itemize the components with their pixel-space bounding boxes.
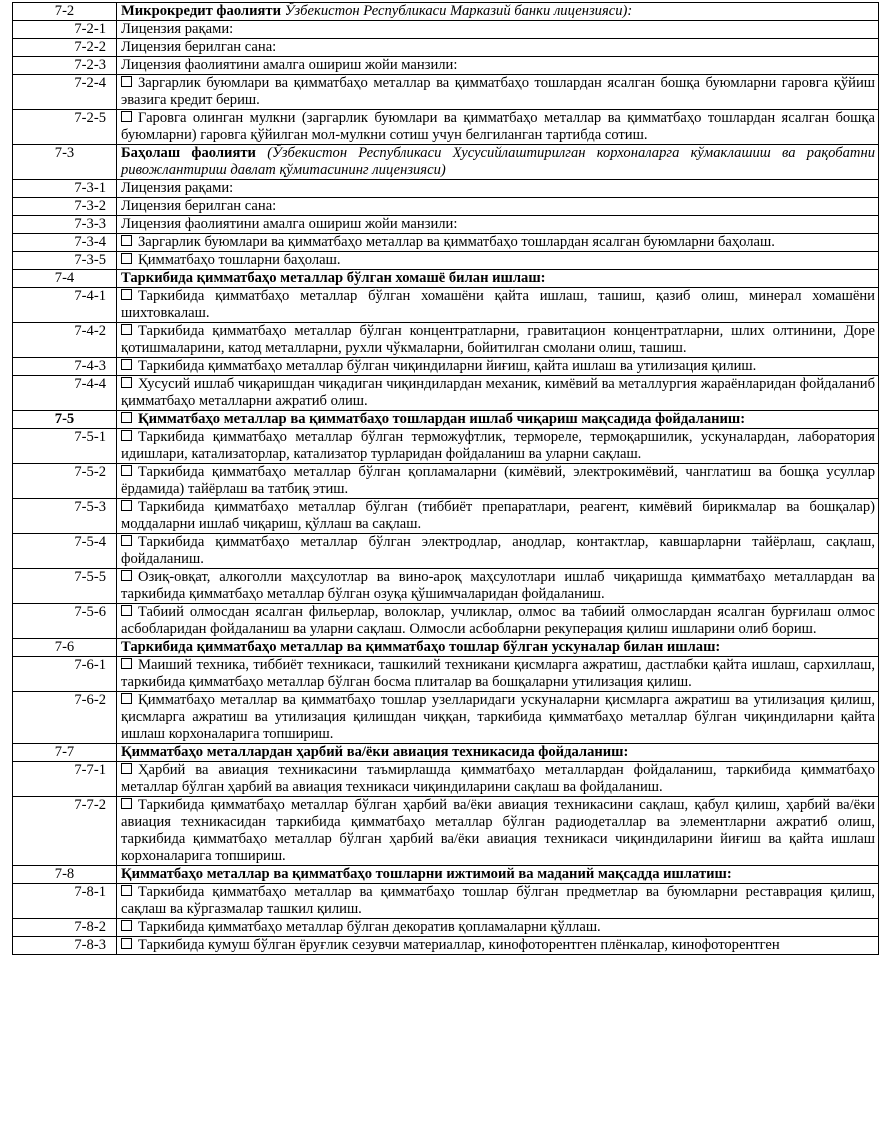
checkbox[interactable]: [121, 938, 132, 949]
item-cell: [117, 198, 879, 216]
item-text: Қимматбаҳо тошларни баҳолаш.: [138, 252, 341, 268]
row-code: 7-4-1: [13, 288, 117, 323]
item-text: Ҳарбий ва авиация техникасини таъмирлашда қимматбаҳо металлардан фойдаланиш, таркибида қимматбаҳо металлар бўлган ҳарбий ва авиация техникаси чиқиндиларини сақлаш ва фойдаланиш.: [121, 762, 875, 795]
item-text: Қимматбаҳо металлар ва қимматбаҳо тошлар узелларидаги ускуналарни қисмларга ажратиш ва утилизация қилиш, қисмларга ажратиш ва утилизация қилишдан чиққан, таркибида қимматбаҳо металлар бўлган чиқиндиларни қайта ишлаш корхоналарига топшириш.: [121, 692, 875, 742]
row-code: 7-3-1: [13, 180, 117, 198]
item-cell: [117, 21, 879, 39]
row-code: 7-3-3: [13, 216, 117, 234]
table-row: [13, 604, 879, 639]
table-row: [13, 569, 879, 604]
row-code: 7-2-4: [13, 75, 117, 110]
table-row: [13, 270, 879, 288]
table-row: [13, 762, 879, 797]
table-row: [13, 234, 879, 252]
row-code: 7-6-1: [13, 657, 117, 692]
item-text: Таркибида қимматбаҳо металлар бўлган қопламаларни (кимёвий, электрокимёвий, чанглатиш ва бошқа усуллар ёрдамида) тайёрлаш ва татбиқ этиш.: [121, 464, 875, 497]
item-text: Таркибида қимматбаҳо металлар бўлган (тиббиёт препаратлари, реагент, кимёвий бирикмалар ва бошқалар) моддаларни ишлаб чиқариш, қўллаш ва сақлаш.: [121, 499, 875, 532]
checkbox[interactable]: [121, 289, 132, 300]
item-text: Таркибида қимматбаҳо металлар бўлган чиқиндиларни йиғиш, қайта ишлаш ва утилизация қилиш.: [138, 358, 757, 374]
table-row: [13, 464, 879, 499]
row-code: 7-7-1: [13, 762, 117, 797]
section-heading-cell: [117, 145, 879, 180]
item-text: Таркибида қимматбаҳо металлар бўлган концентратларни, гравитацион концентратларни, шлих олтинини, Доре қотишмаларини, катод металларни, рухли чўкмаларни, бойитилган смолани олиш, ташиш.: [121, 323, 875, 356]
section-note: (Ўзбекистон Республикаси Хусусийлаштирилган корхоналарга кўмаклашиш ва рақобатни ривожлантириш давлат қўмитасининг лицензияси): [121, 145, 876, 178]
item-cell: [117, 57, 879, 75]
row-code: 7-5: [13, 411, 117, 429]
section-heading-cell: [117, 866, 879, 884]
item-text: Таркибида қимматбаҳо металлар бўлган терможуфтлик, термореле, термоқаршилик, ускуналардан, лаборатория идишлари, катализаторлар, катализатор турларидан фойдаланиш ва уларни сақлаш.: [121, 429, 875, 462]
section-heading-cell: [117, 411, 879, 429]
item-text: Таркибида кумуш бўлган ёруғлик сезувчи материаллар, кинофоторентген плёнкалар, кинофоторентген: [138, 937, 780, 953]
item-cell: [117, 762, 879, 797]
section-heading-cell: [117, 744, 879, 762]
row-code: 7-5-4: [13, 534, 117, 569]
item-text: Лицензия рақами:: [121, 21, 234, 37]
row-code: 7-8-1: [13, 884, 117, 919]
section-heading-cell: [117, 270, 879, 288]
item-cell: [117, 376, 879, 411]
item-text: Таркибида қимматбаҳо металлар ва қимматбаҳо тошлар бўлган предметлар ва буюмларни реставрация қилиш, сақлаш ва кўргазмалар ташкил қилиш.: [121, 884, 875, 917]
item-cell: [117, 657, 879, 692]
table-row: [13, 692, 879, 744]
row-code: 7-2-3: [13, 57, 117, 75]
table-body: [13, 3, 879, 955]
section-heading-cell: [117, 639, 879, 657]
checkbox[interactable]: [121, 885, 132, 896]
item-cell: [117, 110, 879, 145]
row-code: 7-5-5: [13, 569, 117, 604]
table-row: [13, 39, 879, 57]
item-text: Таркибида қимматбаҳо металлар бўлган ҳарбий ва/ёки авиация техникасини сақлаш, қабул қилиш, ҳарбий ва/ёки авиация техникасидан таркибида қимматбаҳо металлар бўлган радиодеталлар ва элементларни ажратиб олиш, таркибида қимматбаҳо металлар бўлган ҳарбий ва/ёки авиация техникаси чиқиндиларини йиғиш ва қайта ишлаш корхоналарига топшириш.: [121, 797, 875, 864]
checkbox[interactable]: [121, 920, 132, 931]
table-row: [13, 639, 879, 657]
table-row: [13, 252, 879, 270]
item-cell: [117, 429, 879, 464]
checkbox[interactable]: [121, 798, 132, 809]
table-row: [13, 110, 879, 145]
row-code: 7-2: [13, 3, 117, 21]
item-cell: [117, 884, 879, 919]
item-cell: [117, 569, 879, 604]
table-row: [13, 429, 879, 464]
item-text: Лицензия фаолиятини амалга ошириш жойи манзили:: [121, 57, 458, 73]
item-text: Лицензия берилган сана:: [121, 198, 277, 214]
checkbox[interactable]: [121, 605, 132, 616]
row-code: 7-3-2: [13, 198, 117, 216]
item-text: Таркибида қимматбаҳо металлар бўлган декоратив қопламаларни қўллаш.: [138, 919, 601, 935]
item-text: Озиқ-овқат, алкоголли маҳсулотлар ва вино-ароқ маҳсулотлари ишлаб чиқаришда қимматбаҳо металлардан ва таркибида қимматбаҳо металлар бўлган озуқа қўшимчаларидан фойдаланиш.: [121, 569, 875, 602]
table-row: [13, 323, 879, 358]
checkbox[interactable]: [121, 76, 132, 87]
row-code: 7-7: [13, 744, 117, 762]
table-row: [13, 198, 879, 216]
checkbox[interactable]: [121, 412, 132, 423]
table-row: [13, 145, 879, 180]
item-cell: [117, 797, 879, 866]
checkbox[interactable]: [121, 235, 132, 246]
table-row: [13, 216, 879, 234]
row-code: 7-4-4: [13, 376, 117, 411]
table-row: [13, 288, 879, 323]
checkbox[interactable]: [121, 111, 132, 122]
section-title: Микрокредит фаолияти: [121, 3, 281, 19]
table-row: [13, 358, 879, 376]
row-code: 7-4: [13, 270, 117, 288]
item-text: Лицензия рақами:: [121, 180, 234, 196]
item-cell: [117, 919, 879, 937]
item-cell: [117, 464, 879, 499]
item-text: Маиший техника, тиббиёт техникаси, ташкилий техникани қисмларга ажратиш, дастлабки қайта ишлаш, сархиллаш, таркибида қимматбаҳо металлар бўлган босма плиталар ва бошқаларни утилизация қилиш.: [121, 657, 875, 690]
checkbox[interactable]: [121, 535, 132, 546]
section-note: Ўзбекистон Республикаси Марказий банки лицензияси):: [284, 3, 633, 19]
section-title: Қимматбаҳо металлар ва қимматбаҳо тошларни ижтимоий ва маданий мақсадда ишлатиш:: [121, 866, 732, 882]
checkbox[interactable]: [121, 658, 132, 669]
section-title: Таркибида қимматбаҳо металлар бўлган хомашё билан ишлаш:: [121, 270, 546, 286]
item-text: Таркибида қимматбаҳо металлар бўлган электродлар, анодлар, контактлар, кавшарларни тайёрлаш, сақлаш, фойдаланиш.: [121, 534, 875, 567]
item-cell: [117, 358, 879, 376]
checkbox[interactable]: [121, 253, 132, 264]
table-row: [13, 57, 879, 75]
table-row: [13, 499, 879, 534]
item-text: Табиий олмосдан ясалган фильерлар, волоклар, учликлар, олмос ва табиий олмослардан ясалган бурғилаш олмос асбобларидан фойдаланиш ва уларни сақлаш. Олмосли асбобларни рекуперация қилиш ишларини олиб бориш.: [121, 604, 875, 637]
table-row: [13, 937, 879, 955]
row-code: 7-5-2: [13, 464, 117, 499]
item-text: Заргарлик буюмлари ва қимматбаҳо металлар ва қимматбаҳо тошлардан ясалган буюмларни баҳолаш.: [138, 234, 775, 250]
table-row: [13, 534, 879, 569]
row-code: 7-5-1: [13, 429, 117, 464]
item-text: Лицензия фаолиятини амалга ошириш жойи манзили:: [121, 216, 458, 232]
item-cell: [117, 534, 879, 569]
checkbox[interactable]: [121, 693, 132, 704]
item-cell: [117, 216, 879, 234]
table-row: [13, 376, 879, 411]
item-cell: [117, 180, 879, 198]
item-text: Заргарлик буюмлари ва қимматбаҳо металлар ва қимматбаҳо тошлардан ясалган бошқа буюмларни гаровга қўйиш эвазига кредит бериш.: [121, 75, 875, 108]
row-code: 7-2-1: [13, 21, 117, 39]
item-cell: [117, 937, 879, 955]
table-row: [13, 744, 879, 762]
item-cell: [117, 288, 879, 323]
item-cell: [117, 604, 879, 639]
row-code: 7-5-3: [13, 499, 117, 534]
section-title: Қимматбаҳо металлардан ҳарбий ва/ёки авиация техникасида фойдаланиш:: [121, 744, 629, 760]
table-row: [13, 866, 879, 884]
item-cell: [117, 234, 879, 252]
item-text: Лицензия берилган сана:: [121, 39, 277, 55]
table-row: [13, 797, 879, 866]
section-title: Қимматбаҳо металлар ва қимматбаҳо тошлардан ишлаб чиқариш мақсадида фойдаланиш:: [138, 411, 746, 427]
checkbox[interactable]: [121, 359, 132, 370]
item-text: Таркибида қимматбаҳо металлар бўлган хомашёни қайта ишлаш, ташиш, қазиб олиш, минерал хомашёни шихтовкалаш.: [121, 288, 875, 321]
row-code: 7-3: [13, 145, 117, 180]
item-cell: [117, 252, 879, 270]
checkbox[interactable]: [121, 465, 132, 476]
item-text: Хусусий ишлаб чиқаришдан чиқадиган чиқиндилардан механик, кимёвий ва металлургия жараёнларидан фойдаланиб қимматбаҳо металларни ажратиб олиш.: [121, 376, 875, 409]
item-cell: [117, 39, 879, 57]
section-title: Таркибида қимматбаҳо металлар ва қимматбаҳо тошлар бўлган ускуналар билан ишлаш:: [121, 639, 721, 655]
section-heading-cell: [117, 3, 879, 21]
checkbox[interactable]: [121, 763, 132, 774]
row-code: 7-2-5: [13, 110, 117, 145]
item-text: Гаровга олинган мулкни (заргарлик буюмлари ва қимматбаҳо металлар ва қимматбаҳо тошлардан ясалган бошқа буюмларни) гаровга қўйилган мол-мулкни сотиш учун белгиланган тартибда сотиш.: [121, 110, 875, 143]
item-cell: [117, 75, 879, 110]
row-code: 7-8-2: [13, 919, 117, 937]
row-code: 7-4-2: [13, 323, 117, 358]
table-row: [13, 3, 879, 21]
item-cell: [117, 323, 879, 358]
row-code: 7-7-2: [13, 797, 117, 866]
license-activity-table-sheet: [12, 2, 878, 955]
checkbox[interactable]: [121, 430, 132, 441]
row-code: 7-8: [13, 866, 117, 884]
row-code: 7-6-2: [13, 692, 117, 744]
section-title: Баҳолаш фаолияти: [121, 145, 256, 161]
table-row: [13, 75, 879, 110]
row-code: 7-5-6: [13, 604, 117, 639]
item-cell: [117, 499, 879, 534]
row-code: 7-4-3: [13, 358, 117, 376]
checkbox[interactable]: [121, 377, 132, 388]
table-row: [13, 919, 879, 937]
license-activity-table: [12, 2, 879, 955]
checkbox[interactable]: [121, 324, 132, 335]
item-cell: [117, 692, 879, 744]
row-code: 7-3-4: [13, 234, 117, 252]
row-code: 7-2-2: [13, 39, 117, 57]
table-row: [13, 180, 879, 198]
row-code: 7-3-5: [13, 252, 117, 270]
table-row: [13, 21, 879, 39]
checkbox[interactable]: [121, 570, 132, 581]
row-code: 7-6: [13, 639, 117, 657]
table-row: [13, 884, 879, 919]
table-row: [13, 657, 879, 692]
row-code: 7-8-3: [13, 937, 117, 955]
checkbox[interactable]: [121, 500, 132, 511]
table-row: [13, 411, 879, 429]
